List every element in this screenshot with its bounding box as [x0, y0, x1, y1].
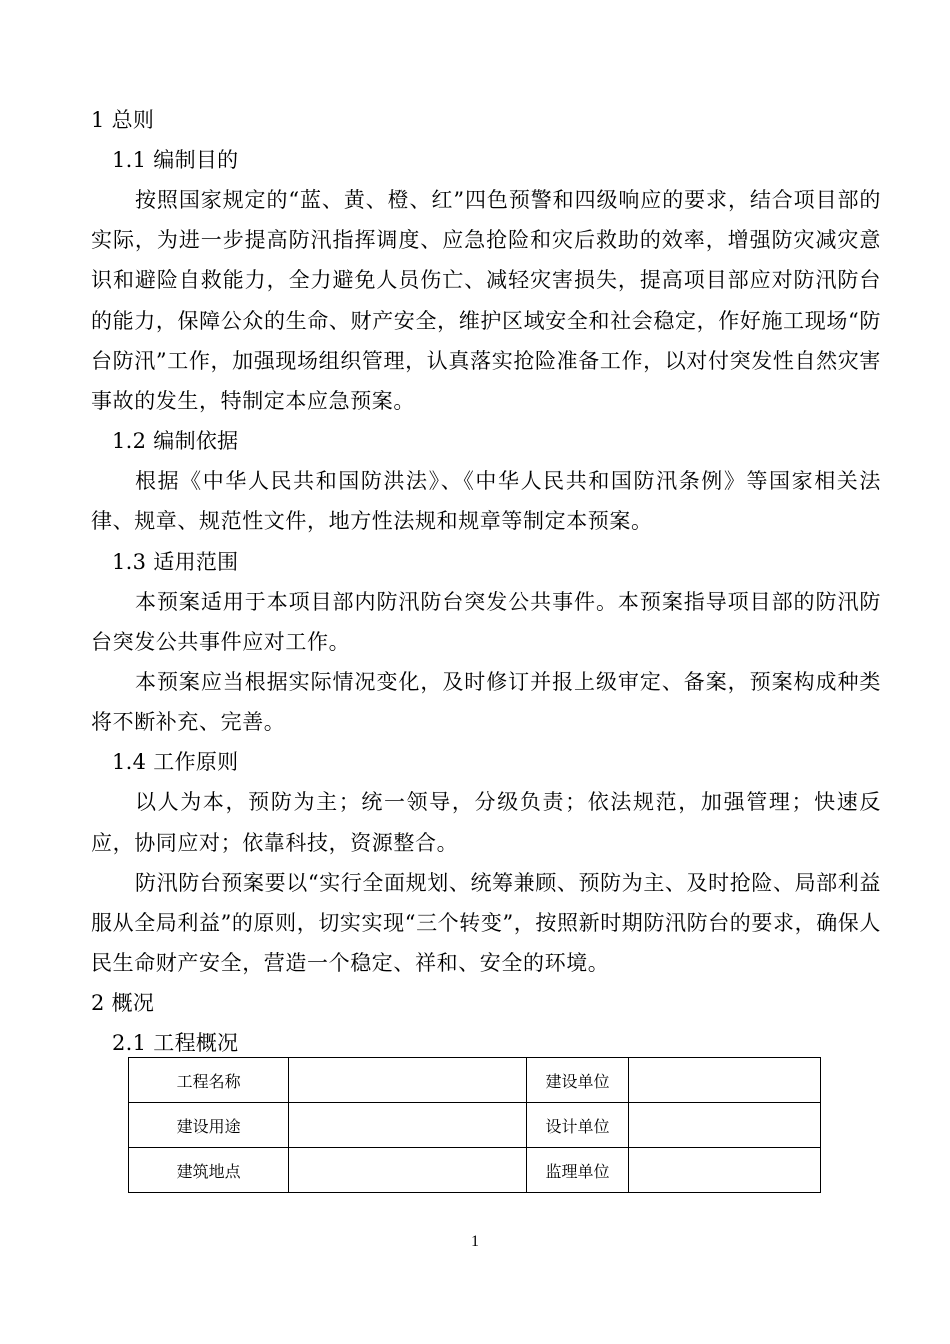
table-value-cell — [289, 1058, 527, 1103]
subsection-heading-1-1: 1.1 编制目的 — [112, 148, 239, 172]
subsection-heading-1-3: 1.3 适用范围 — [112, 549, 239, 574]
table-row — [129, 1148, 821, 1193]
subsection-heading-1-2: 1.2 编制依据 — [112, 429, 239, 454]
table-label-cell: 建设用途 — [129, 1103, 289, 1148]
table-value-cell — [289, 1103, 527, 1148]
paragraph-basis: 根据《中华人民共和国防洪法》、《中华人民共和国防汛条例》等国家相关法律、规章、规范性文件，地方性法规和规章等制定本预案。 — [91, 469, 881, 534]
subsection-heading-1-4: 1.4 工作原则 — [112, 750, 239, 775]
table-row — [129, 1103, 821, 1148]
project-overview-table — [128, 1057, 821, 1193]
paragraph-purpose: 按照国家规定的“蓝、黄、橙、红”四色预警和四级响应的要求，结合项目部的实际，为进一步提高防汛指挥调度、应急抢险和灾后救助的效率，增强防灾减灾意识和避险自救能力，全力避免人员伤亡、减轻灾害损失，提高项目部应对防汛防台的能力，保障公众的生命、财产安全，维护区域安全和社会稳定，作好施工现场“防台防汛”工作，加强现场组织管理，认真落实抢险准备工作，以对付突发性自然灾害事故的发生，特制定本应急预案。 — [91, 188, 881, 414]
document-body — [91, 100, 881, 1063]
section-heading-1: 1 总则 — [91, 108, 155, 132]
table-label-cell: 工程名称 — [129, 1058, 289, 1103]
table-label-cell: 监理单位 — [527, 1148, 629, 1193]
section-heading-2: 2 概况 — [91, 991, 155, 1016]
table-value-cell — [628, 1058, 820, 1103]
table-row — [129, 1058, 821, 1103]
table-label-cell: 设计单位 — [527, 1103, 629, 1148]
page-number: 1 — [471, 1233, 479, 1250]
paragraph-principles-2: 防汛防台预案要以“实行全面规划、统筹兼顾、预防为主、及时抢险、局部利益服从全局利益”的原则，切实实现“三个转变”，按照新时期防汛防台的要求，确保人民生命财产安全，营造一个稳定、祥和、安全的环境。 — [91, 870, 882, 976]
table-label-cell: 建筑地点 — [129, 1148, 289, 1193]
paragraph-principles-1: 以人为本，预防为主；统一领导，分级负责；依法规范，加强管理；快速反应，协同应对；依靠科技，资源整合。 — [91, 790, 881, 855]
table-value-cell — [628, 1103, 820, 1148]
paragraph-scope-1: 本预案适用于本项目部内防汛防台突发公共事件。本预案指导项目部的防汛防台突发公共事件应对工作。 — [91, 589, 881, 654]
paragraph-scope-2: 本预案应当根据实际情况变化，及时修订并报上级审定、备案，预案构成种类将不断补充、完善。 — [91, 670, 881, 735]
table-value-cell — [289, 1148, 527, 1193]
table-label-cell: 建设单位 — [527, 1058, 629, 1103]
table-value-cell — [628, 1148, 820, 1193]
subsection-heading-2-1: 2.1 工程概况 — [112, 1031, 239, 1056]
